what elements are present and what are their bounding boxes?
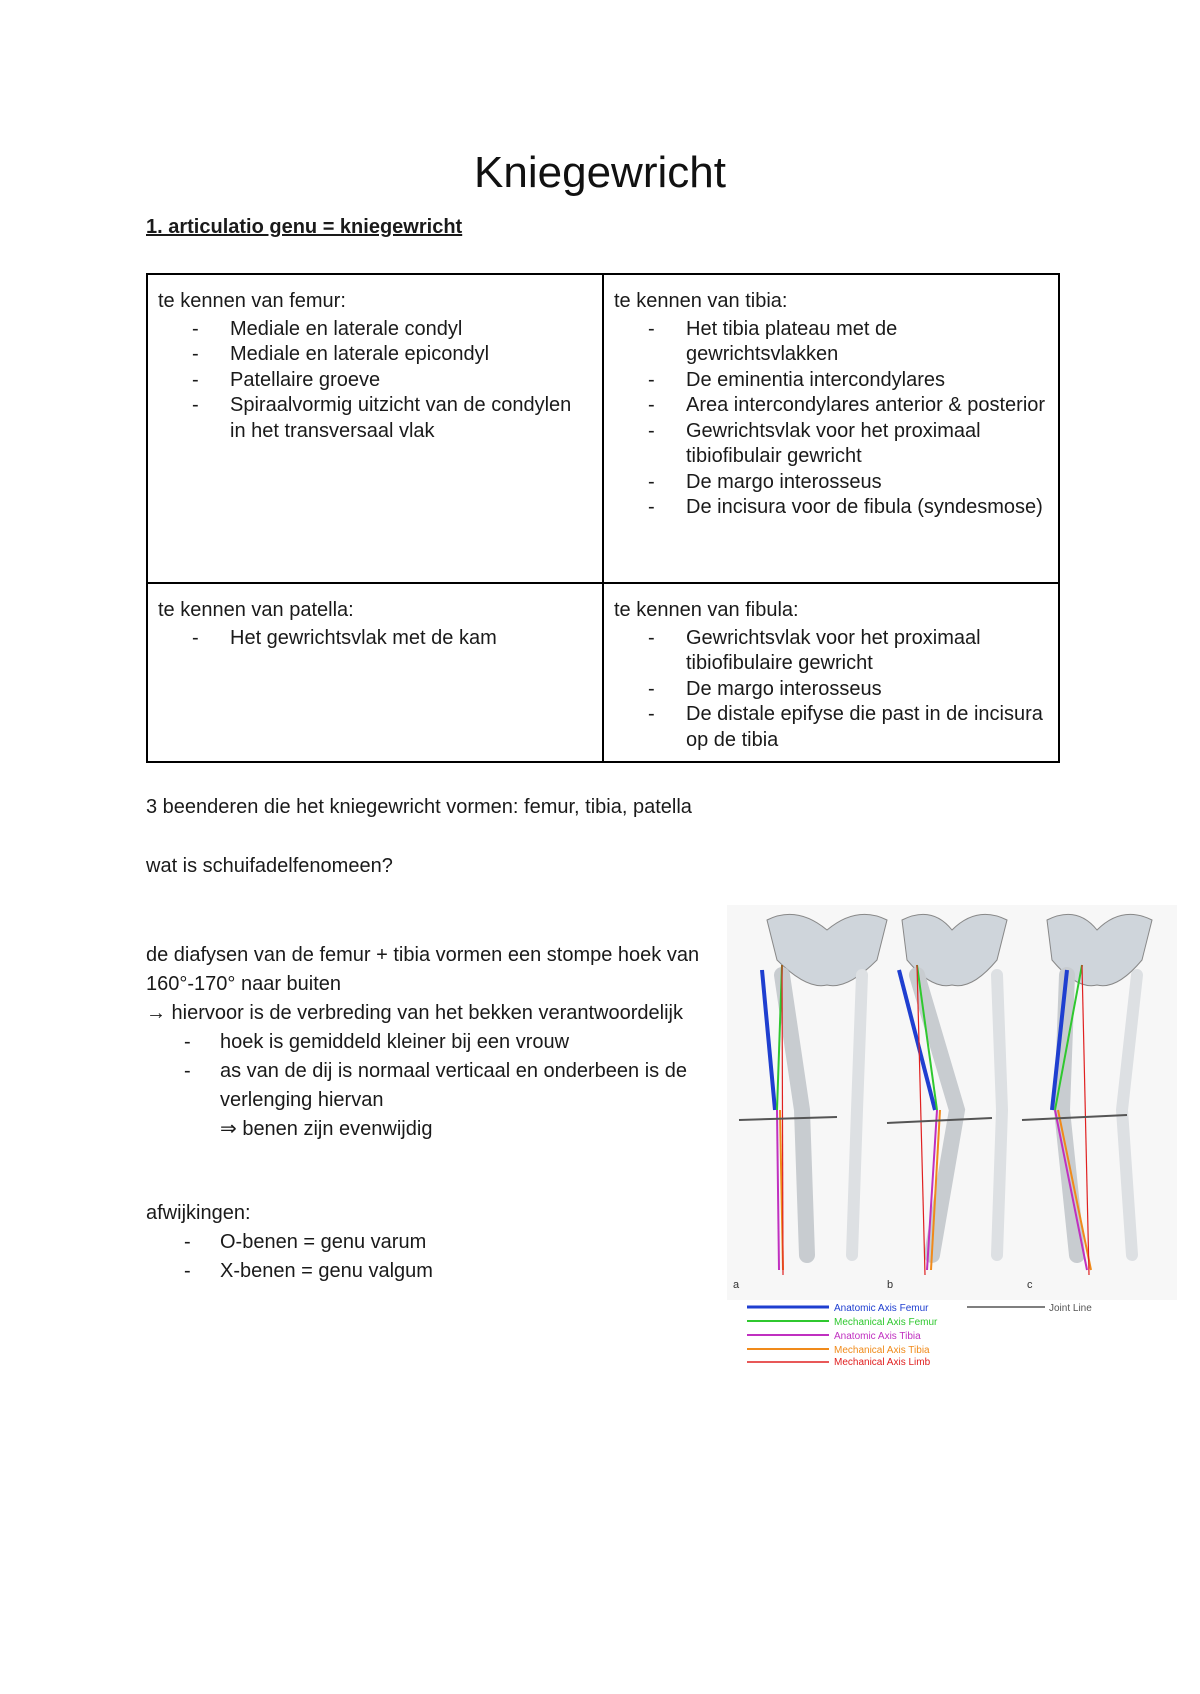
tibia-cell <box>603 274 1059 583</box>
leg-axis-diagram <box>727 905 1177 1365</box>
patella-title: te kennen van patella: <box>158 599 354 621</box>
list-item: - De eminentia intercondylares <box>648 368 1048 394</box>
legend-label: Mechanical Axis Tibia <box>834 1345 930 1356</box>
list-item: - Patellaire groeve <box>192 368 592 394</box>
list-item: - Gewrichtsvlak voor het proximaal tibiofibulair gewricht <box>648 419 1048 470</box>
table-row <box>147 583 1059 762</box>
legend-label: Mechanical Axis Limb <box>834 1357 931 1365</box>
tibia-list <box>614 317 1048 521</box>
tibia-title: te kennen van tibia: <box>614 290 788 312</box>
leg-axis-figure <box>727 905 1177 1365</box>
list-item: - O-benen = genu varum <box>184 1228 433 1257</box>
fibula-cell <box>603 583 1059 762</box>
list-item: - as van de dij is normaal verticaal en onderbeen is de verlenging hiervan <box>184 1057 726 1115</box>
question-sentence: wat is schuifadelfenomeen? <box>146 855 393 877</box>
pelvis-sentence: → hiervoor is de verbreding van het bekken verantwoordelijk <box>146 1002 683 1024</box>
angle-explanation <box>146 941 726 1144</box>
list-item: - hoek is gemiddeld kleiner bij een vrouw <box>184 1028 726 1057</box>
panel-label-c: c <box>1027 1279 1033 1291</box>
list-item: - De incisura voor de fibula (syndesmose) <box>648 495 1048 521</box>
legend-label: Anatomic Axis Tibia <box>834 1331 921 1342</box>
page-title: Kniegewricht <box>474 148 726 197</box>
list-item: - Mediale en laterale epicondyl <box>192 342 592 368</box>
bones-sentence: 3 beenderen die het kniegewricht vormen: femur, tibia, patella <box>146 796 692 818</box>
table-row <box>147 274 1059 583</box>
bones-table <box>146 273 1060 763</box>
section-heading: 1. articulatio genu = kniegewricht <box>146 216 463 238</box>
angle-sentence: de diafysen van de femur + tibia vormen een stompe hoek van 160°-170° naar buiten <box>146 944 700 995</box>
list-item: - Het gewrichtsvlak met de kam <box>192 626 592 652</box>
patella-list <box>158 626 592 652</box>
deviations-list <box>146 1228 433 1286</box>
list-item: - Gewrichtsvlak voor het proximaal tibiofibulaire gewricht <box>648 626 1048 677</box>
list-item: - De margo interosseus <box>648 677 1048 703</box>
deviations-block <box>146 1199 433 1286</box>
list-item: - Mediale en laterale condyl <box>192 317 592 343</box>
fibula-title: te kennen van fibula: <box>614 599 799 621</box>
femur-cell <box>147 274 603 583</box>
list-item: - Spiraalvormig uitzicht van de condylen in het transversaal vlak <box>192 393 592 444</box>
list-item: - De distale epifyse die past in de incisura op de tibia <box>648 702 1048 753</box>
femur-list <box>158 317 592 445</box>
legend-label: Joint Line <box>1049 1303 1092 1314</box>
panel-label-a: a <box>733 1279 740 1291</box>
patella-cell <box>147 583 603 762</box>
legend-label: Mechanical Axis Femur <box>834 1317 938 1328</box>
list-item: - Het tibia plateau met de gewrichtsvlakken <box>648 317 1048 368</box>
femur-title: te kennen van femur: <box>158 290 346 312</box>
legend-label: Anatomic Axis Femur <box>834 1303 929 1314</box>
panel-label-b: b <box>887 1279 894 1291</box>
list-item: - De margo interosseus <box>648 470 1048 496</box>
leg-bone-right <box>997 975 1002 1255</box>
deviations-title: afwijkingen: <box>146 1202 251 1224</box>
figure-legend <box>747 1303 1092 1365</box>
list-item: - Area intercondylares anterior & posterior <box>648 393 1048 419</box>
implication-line: ⇒ benen zijn evenwijdig <box>220 1118 433 1140</box>
angle-notes <box>146 1028 726 1115</box>
list-item: - X-benen = genu valgum <box>184 1257 433 1286</box>
fibula-list <box>614 626 1048 754</box>
